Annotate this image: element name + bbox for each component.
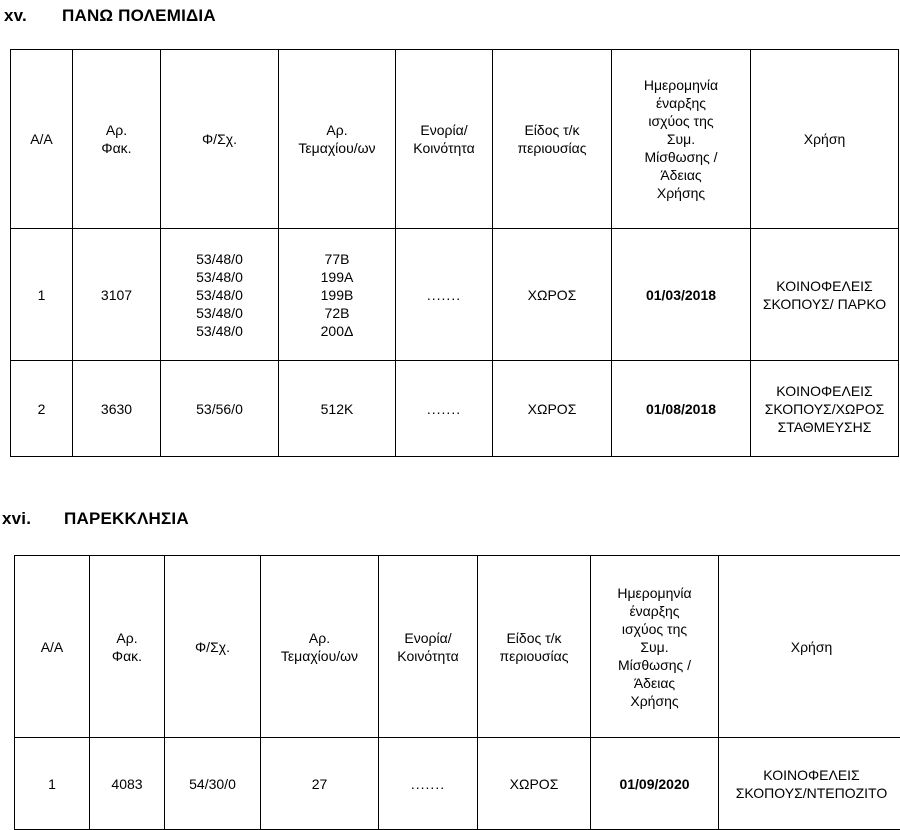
section-heading-xv [4,6,216,26]
header-enoria: Ενορία/ Κοινότητα [379,556,478,738]
cell-aa: 1 [11,229,73,361]
header-eidos: Είδος τ/κ περιουσίας [493,50,612,229]
cell-date: 01/08/2018 [612,361,751,457]
cell-xrisi: ΚΟΙΝΟΦΕΛΕΙΣ ΣΚΟΠΟΥΣ/ ΠΑΡΚΟ [751,229,899,361]
table-row [11,229,899,361]
cell-date: 01/09/2020 [591,738,719,830]
cell-fak: 4083 [90,738,165,830]
section-number: xv. [4,6,62,26]
table-header-row [11,50,899,229]
header-aa: Α/Α [11,50,73,229]
section-number: xvi. [2,509,64,529]
cell-fak: 3630 [73,361,161,457]
table-row [15,738,900,830]
cell-temaxio: 27 [261,738,379,830]
property-table-xv [10,49,899,457]
header-fsx: Φ/Σχ. [165,556,261,738]
cell-eidos: ΧΩΡΟΣ [493,361,612,457]
header-date: Ημερομηνία έναρξης ισχύος της Συμ. Μίσθωσης / Άδειας Χρήσης [591,556,719,738]
section-heading-xvi [2,509,189,529]
cell-aa: 1 [15,738,90,830]
cell-fsx: 53/56/0 [161,361,279,457]
header-fak: Αρ. Φακ. [73,50,161,229]
cell-temaxio: 512Κ [279,361,396,457]
cell-enoria: ....... [396,361,493,457]
cell-enoria: ....... [396,229,493,361]
section-title: ΠΑΝΩ ΠΟΛΕΜΙΔΙΑ [62,6,216,25]
cell-eidos: ΧΩΡΟΣ [478,738,591,830]
cell-fak: 3107 [73,229,161,361]
cell-xrisi: ΚΟΙΝΟΦΕΛΕΙΣ ΣΚΟΠΟΥΣ/ΝΤΕΠΟΖΙΤΟ [719,738,900,830]
header-fak: Αρ. Φακ. [90,556,165,738]
cell-enoria: ....... [379,738,478,830]
table-row [11,361,899,457]
cell-aa: 2 [11,361,73,457]
header-xrisi: Χρήση [751,50,899,229]
table-header-row [15,556,900,738]
cell-eidos: ΧΩΡΟΣ [493,229,612,361]
header-eidos: Είδος τ/κ περιουσίας [478,556,591,738]
section-title: ΠΑΡΕΚΚΛΗΣΙΑ [64,509,189,528]
property-table-xvi [14,555,900,830]
header-date: Ημερομηνία έναρξης ισχύος της Συμ. Μίσθωσης / Άδειας Χρήσης [612,50,751,229]
cell-fsx: 54/30/0 [165,738,261,830]
header-temaxio: Αρ. Τεμαχίου/ων [279,50,396,229]
header-temaxio: Αρ. Τεμαχίου/ων [261,556,379,738]
header-aa: Α/Α [15,556,90,738]
header-enoria: Ενορία/ Κοινότητα [396,50,493,229]
cell-date: 01/03/2018 [612,229,751,361]
cell-temaxio: 77Β 199Α 199Β 72Β 200Δ [279,229,396,361]
cell-fsx: 53/48/0 53/48/0 53/48/0 53/48/0 53/48/0 [161,229,279,361]
header-fsx: Φ/Σχ. [161,50,279,229]
header-xrisi: Χρήση [719,556,900,738]
cell-xrisi: ΚΟΙΝΟΦΕΛΕΙΣ ΣΚΟΠΟΥΣ/ΧΩΡΟΣ ΣΤΑΘΜΕΥΣΗΣ [751,361,899,457]
